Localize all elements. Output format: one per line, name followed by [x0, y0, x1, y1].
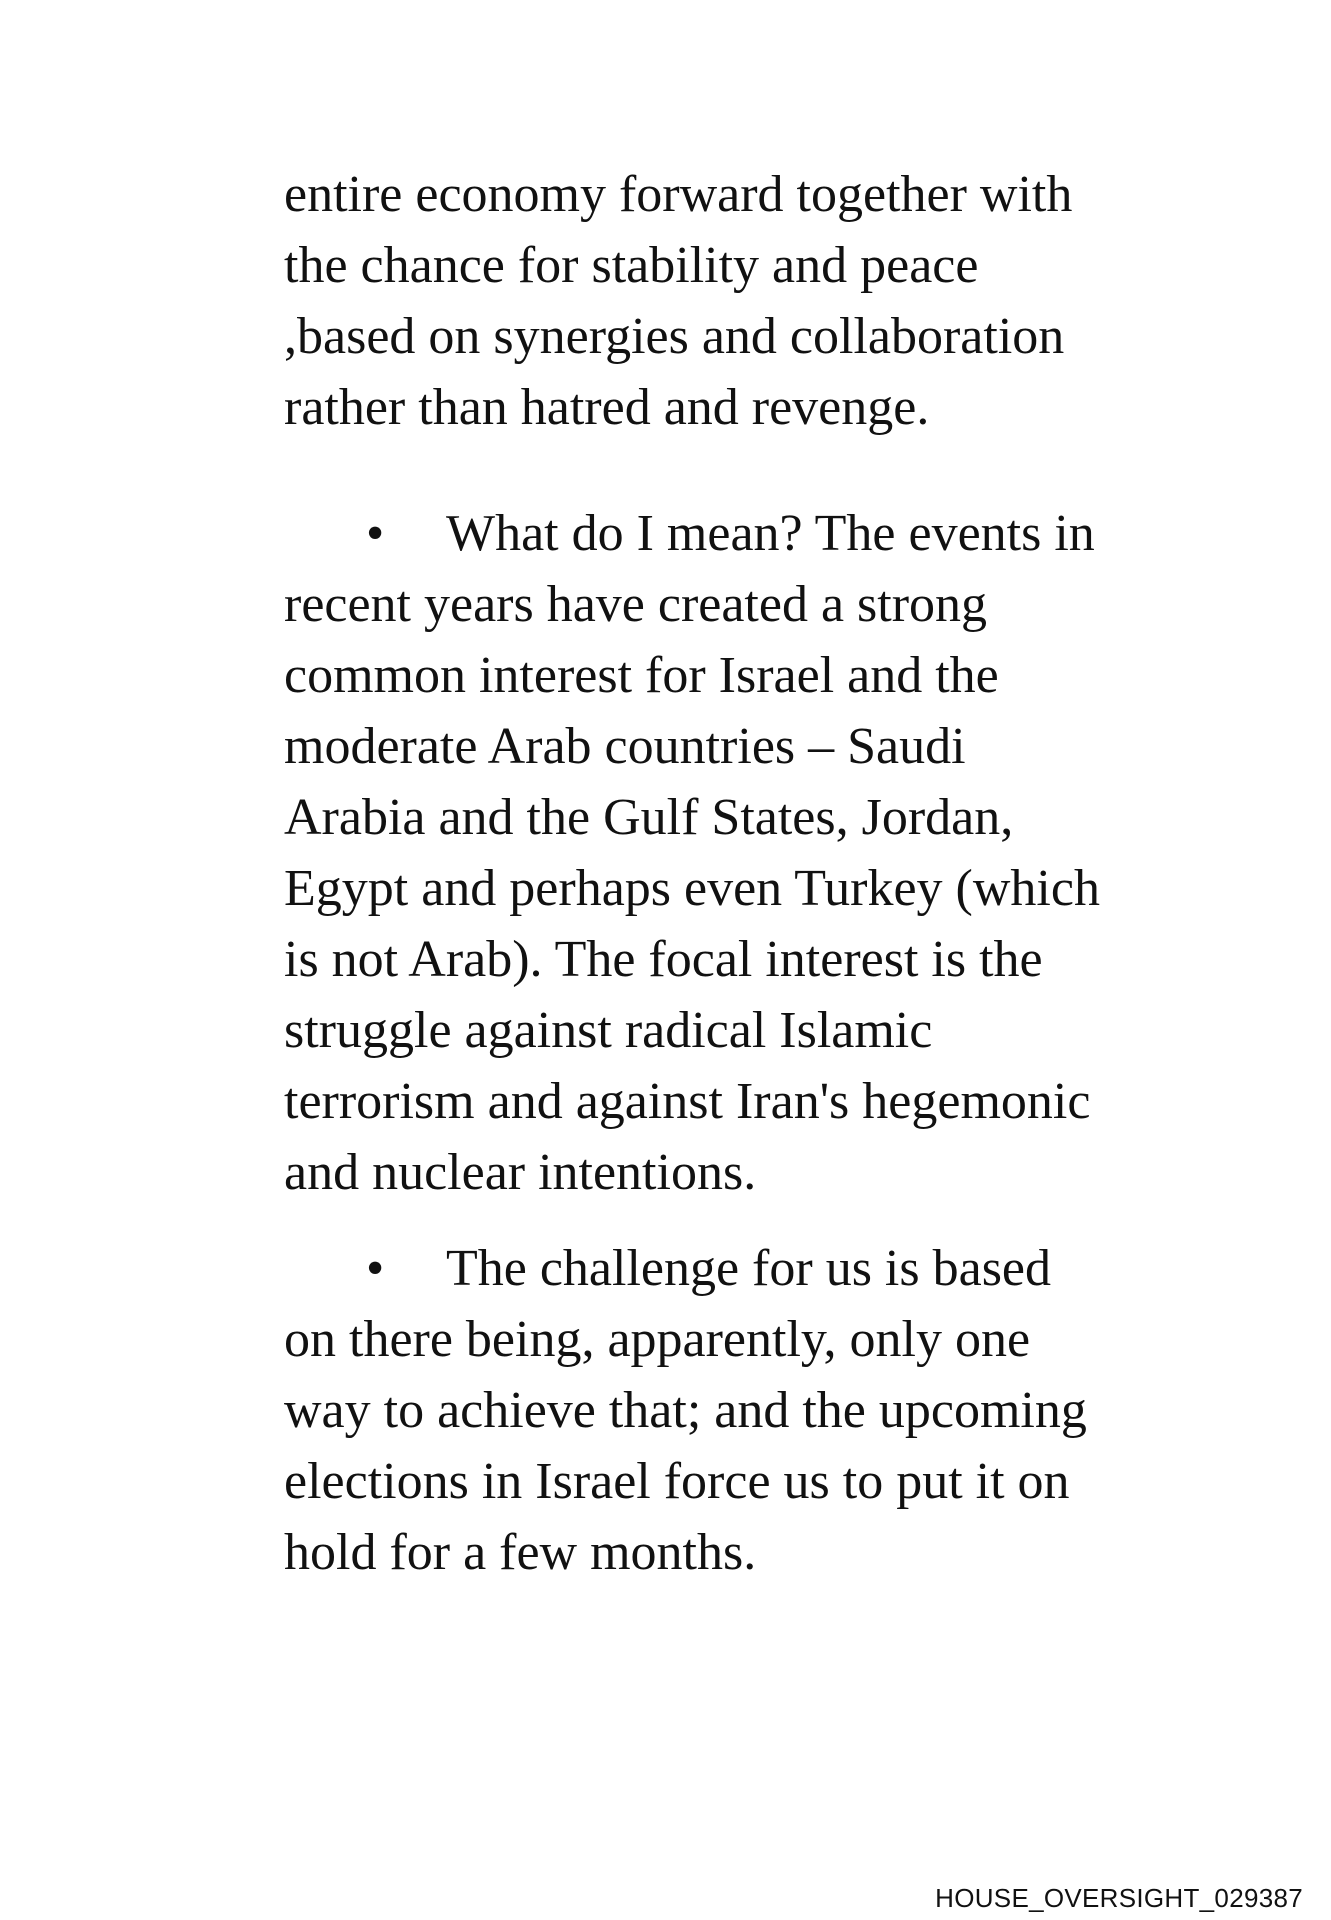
bullet-lead-text: What do I mean? The events in — [446, 505, 1095, 562]
text-line: Arabia and the Gulf States, Jordan, — [284, 789, 1014, 846]
text-line: and nuclear intentions. — [284, 1144, 757, 1201]
text-line: hold for a few months. — [284, 1524, 757, 1581]
text-line: moderate Arab countries – Saudi — [284, 718, 966, 775]
bullet-first-line — [284, 498, 1164, 569]
text-line: way to achieve that; and the upcoming — [284, 1382, 1087, 1439]
text-line: rather than hatred and revenge. — [284, 379, 930, 436]
text-line: Egypt and perhaps even Turkey (which — [284, 860, 1100, 917]
bullet-first-line — [284, 1233, 1164, 1304]
intro-paragraph — [284, 159, 1164, 443]
text-line: struggle against radical Islamic — [284, 1002, 933, 1059]
text-line: on there being, apparently, only one — [284, 1311, 1031, 1368]
text-line: the chance for stability and peace — [284, 237, 979, 294]
text-line: terrorism and against Iran's hegemonic — [284, 1073, 1091, 1130]
text-line: recent years have created a strong — [284, 576, 988, 633]
text-line: entire economy forward together with — [284, 166, 1073, 223]
bates-stamp: HOUSE_OVERSIGHT_029387 — [935, 1883, 1303, 1913]
bullet-icon: • — [366, 1240, 385, 1297]
bullet-icon: • — [366, 505, 385, 562]
text-line: ,based on synergies and collaboration — [284, 308, 1065, 365]
text-line: elections in Israel force us to put it on — [284, 1453, 1070, 1510]
text-line: common interest for Israel and the — [284, 647, 999, 704]
bullet-lead-text: The challenge for us is based — [446, 1240, 1052, 1297]
text-line: is not Arab). The focal interest is the — [284, 931, 1043, 988]
bullet-paragraph-1 — [284, 498, 1164, 1208]
bullet-paragraph-2 — [284, 1233, 1164, 1588]
